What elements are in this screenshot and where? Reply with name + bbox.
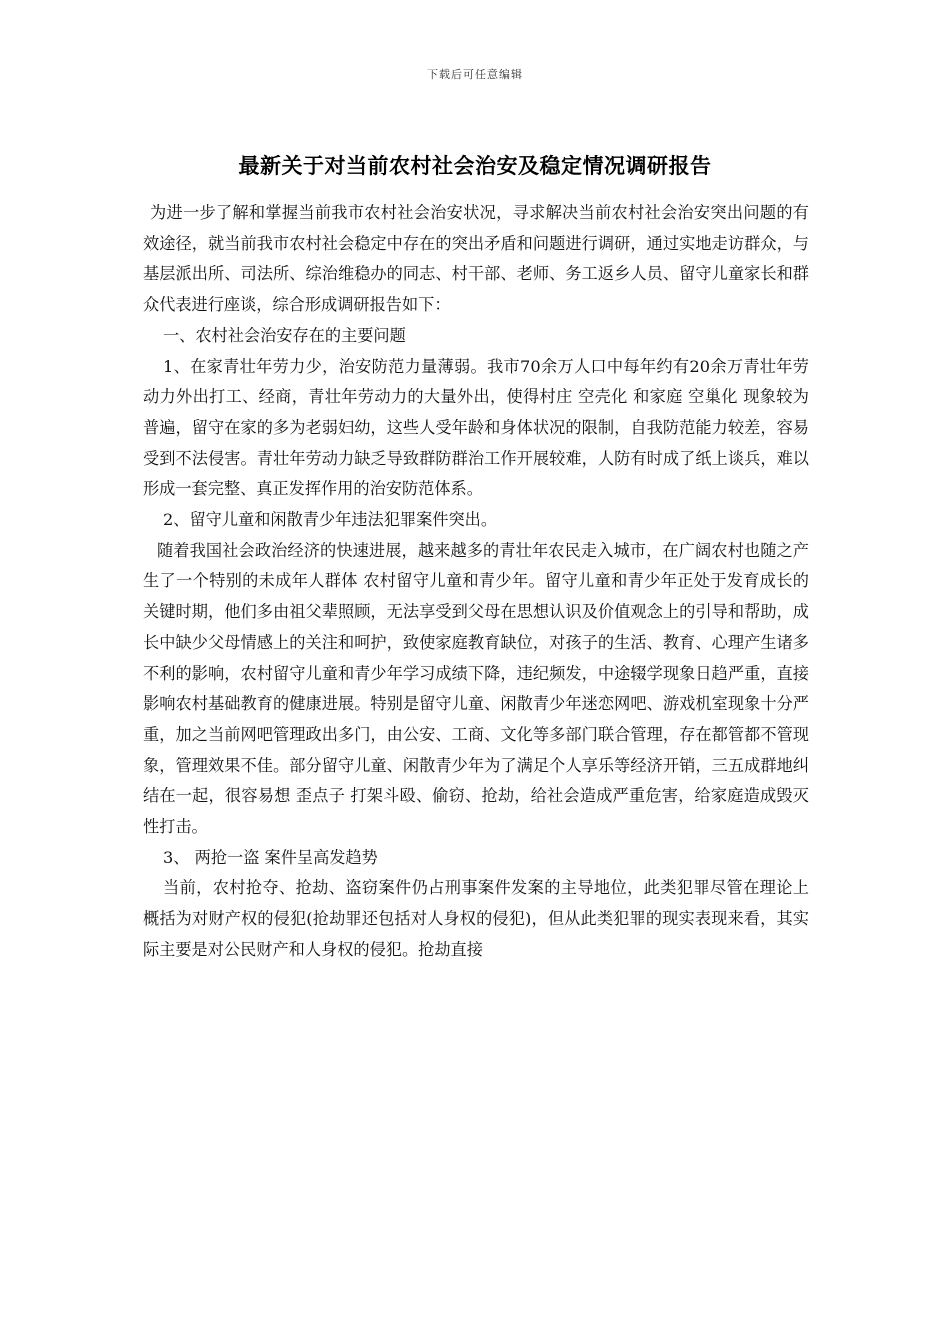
paragraph-intro: 为进一步了解和掌握当前我市农村社会治安状况，寻求解决当前农村社会治安突出问题的有效途径，就当前我市农村社会稳定中存在的突出矛盾和问题进行调研，通过实地走访群众，与基层派出所、司法所、综治维稳办的同志、村干部、老师、务工返乡人员、留守儿童家长和群众代表进行座谈，综合形成调研报告如下： xyxy=(143,203,809,315)
paragraph-item-1: 1、在家青壮年劳力少，治安防范力量薄弱。我市70余万人口中每年约有20余万青壮年劳动力外出打工、经商，青壮年劳动力的大量外出，使得村庄 空壳化 和家庭 空巢化 现象较为普遍，留守在家的多为老弱妇幼，这些人受年龄和身体状况的限制，自我防范能力较差，容易受到不法侵害。青壮年劳动力缺乏导致群防群治工作开展较难，人防有时成了纸上谈兵，难以形成一套完整、真正发挥作用的治安防范体系。 xyxy=(143,356,809,499)
paragraph-item-2-heading: 2、留守儿童和闲散青少年违法犯罪案件突出。 xyxy=(163,510,498,530)
paragraph-item-3-body: 当前，农村抢夺、抢劫、盗窃案件仍占刑事案件发案的主导地位，此类犯罪尽管在理论上概括为对财产权的侵犯(抢劫罪还包括对人身权的侵犯)，但从此类犯罪的现实表现来看，其实际主要是对公民财产和人身权的侵犯。抢劫直接 xyxy=(143,878,809,959)
paragraph-item-3-heading: 3、 两抢一盗 案件呈高发趋势 xyxy=(163,847,378,867)
section-heading-1: 一、农村社会治安存在的主要问题 xyxy=(163,325,406,345)
paragraph-item-2-body: 随着我国社会政治经济的快速进展，越来越多的青壮年农民走入城市，在广阔农村也随之产生了一个特别的未成年人群体 农村留守儿童和青少年。留守儿童和青少年正处于发育成长的关键时期，他们多由祖父辈照顾，无法享受到父母在思想认识及价值观念上的引导和帮助，成长中缺少父母情感上的关注和呵护，致使家庭教育缺位，对孩子的生活、教育、心理产生诸多不利的影响，农村留守儿童和青少年学习成绩下降，违纪频发，中途辍学现象日趋严重，直接影响农村基础教育的健康进展。特别是留守儿童、闲散青少年迷恋网吧、游戏机室现象十分严重，加之当前网吧管理政出多门，由公安、工商、文化等多部门联合管理，存在都管都不管现象，管理效果不佳。部分留守儿童、闲散青少年为了满足个人享乐等经济开销，三五成群地纠结在一起，很容易想 歪点子 打架斗殴、偷窃、抢劫，给社会造成严重危害，给家庭造成毁灭性打击。 xyxy=(143,540,809,837)
document-body xyxy=(143,198,809,966)
document-title: 最新关于对当前农村社会治安及稳定情况调研报告 xyxy=(238,154,712,178)
header-note: 下载后可任意编辑 xyxy=(427,68,523,81)
